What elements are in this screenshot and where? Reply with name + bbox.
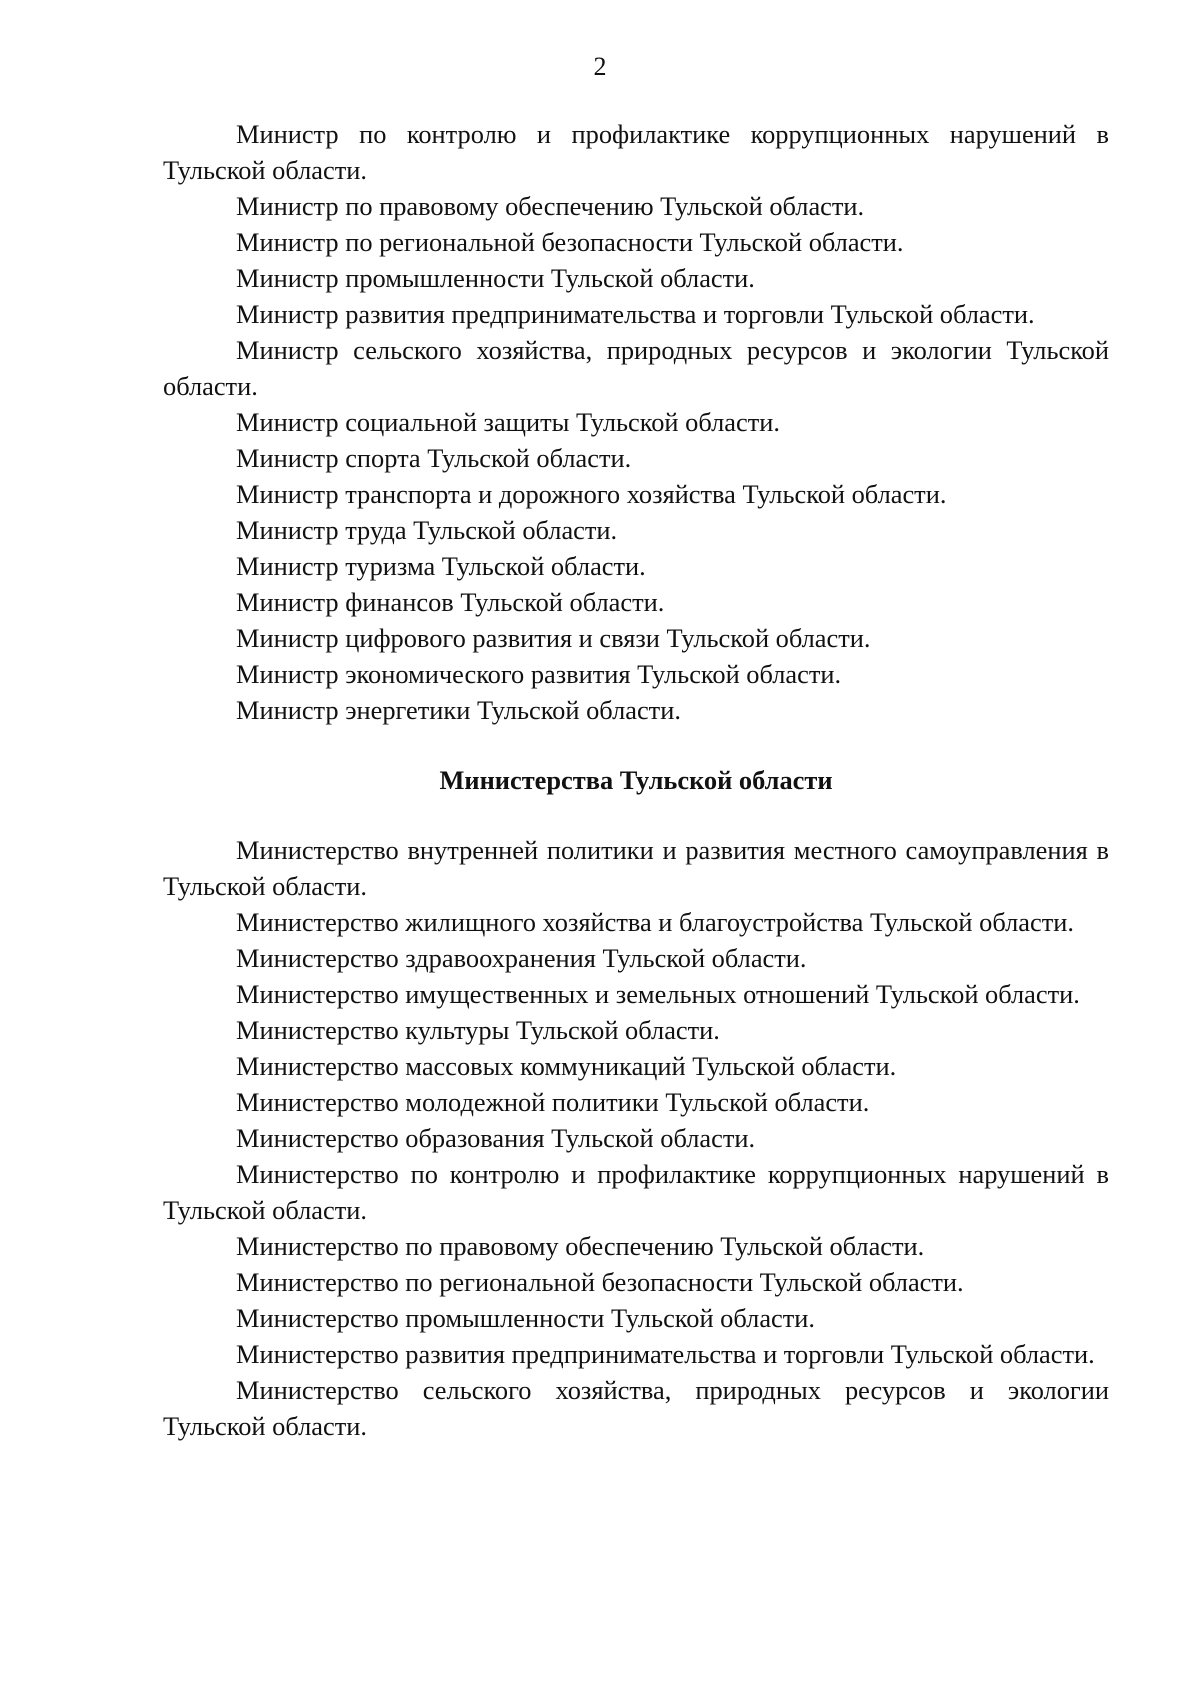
list-item: Министерство имущественных и земельных отношений Тульской области. bbox=[236, 979, 1080, 1009]
document-body bbox=[163, 116, 1109, 1444]
list-item: Министр сельского хозяйства, природных ресурсов и экологии Тульской области. bbox=[163, 335, 1109, 401]
list-item: Министр энергетики Тульской области. bbox=[236, 695, 681, 725]
list-item: Министр цифрового развития и связи Тульской области. bbox=[236, 623, 871, 653]
list-item: Министр труда Тульской области. bbox=[236, 515, 618, 545]
list-item: Министерство сельского хозяйства, природных ресурсов и экологии Тульской области. bbox=[163, 1375, 1109, 1441]
section-heading: Министерства Тульской области bbox=[439, 765, 833, 795]
list-item: Министерство образования Тульской области. bbox=[236, 1123, 756, 1153]
list-item: Министерство по правовому обеспечению Тульской области. bbox=[236, 1231, 925, 1261]
list-item: Министерство по контролю и профилактике коррупционных нарушений в Тульской области. bbox=[163, 1159, 1109, 1225]
ministers-list bbox=[163, 116, 1109, 728]
list-item: Министр туризма Тульской области. bbox=[236, 551, 646, 581]
list-item: Министерство массовых коммуникаций Тульской области. bbox=[236, 1051, 897, 1081]
list-item: Министр транспорта и дорожного хозяйства Тульской области. bbox=[236, 479, 947, 509]
list-item: Министерство жилищного хозяйства и благоустройства Тульской области. bbox=[236, 907, 1074, 937]
list-item: Министерство промышленности Тульской области. bbox=[236, 1303, 815, 1333]
list-item: Министр по региональной безопасности Тульской области. bbox=[236, 227, 904, 257]
list-item: Министр финансов Тульской области. bbox=[236, 587, 665, 617]
list-item: Министр по контролю и профилактике коррупционных нарушений в Тульской области. bbox=[163, 119, 1109, 185]
list-item: Министерство развития предпринимательства и торговли Тульской области. bbox=[236, 1339, 1095, 1369]
ministries-list bbox=[163, 832, 1109, 1444]
list-item: Министр спорта Тульской области. bbox=[236, 443, 632, 473]
list-item: Министерство здравоохранения Тульской области. bbox=[236, 943, 807, 973]
list-item: Министр экономического развития Тульской области. bbox=[236, 659, 842, 689]
list-item: Министр социальной защиты Тульской области. bbox=[236, 407, 780, 437]
list-item: Министерство молодежной политики Тульской области. bbox=[236, 1087, 870, 1117]
list-item: Министерство культуры Тульской области. bbox=[236, 1015, 720, 1045]
list-item: Министр развития предпринимательства и торговли Тульской области. bbox=[236, 299, 1035, 329]
list-item: Министр промышленности Тульской области. bbox=[236, 263, 755, 293]
list-item: Министр по правовому обеспечению Тульской области. bbox=[236, 191, 865, 221]
list-item: Министерство по региональной безопасности Тульской области. bbox=[236, 1267, 964, 1297]
page-number: 2 bbox=[593, 52, 607, 81]
list-item: Министерство внутренней политики и развития местного самоуправления в Тульской области. bbox=[163, 835, 1109, 901]
